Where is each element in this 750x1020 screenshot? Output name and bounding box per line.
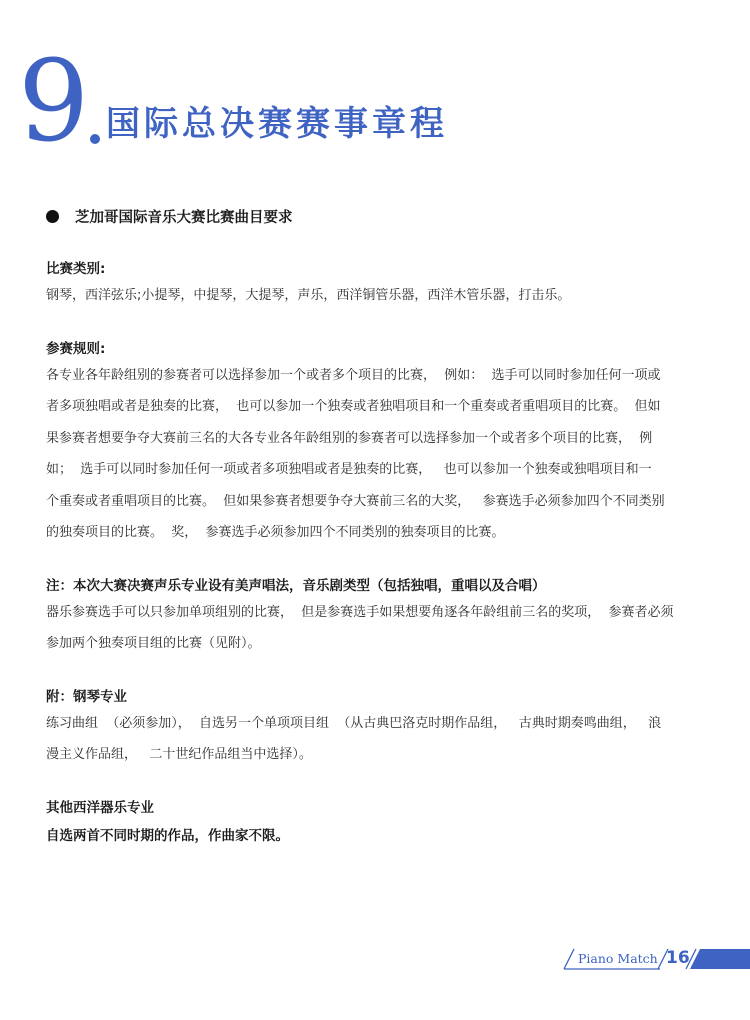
rules-line: 如； 选手可以同时参加任何一项或者多项独唱或者是独奏的比赛， 也可以参加一个独奏或独唱项目和一 [46, 462, 652, 477]
page-footer [560, 948, 750, 970]
section-number: 9 [18, 37, 88, 167]
rules-line: 果参赛者想要争夺大赛前三名的大各专业各年龄组别的参赛者可以选择参加一个或者多个项目的比赛， 例 [46, 430, 653, 446]
bullet-icon [46, 210, 59, 223]
categories-text: 钢琴，西洋弦乐;小提琴，中提琴，大提琴，声乐，西洋铜管乐器，西洋木管乐器，打击乐。 [46, 288, 571, 303]
page-header [18, 37, 718, 167]
appendix-line: 练习曲组 （必须参加）， 自选另一个单项项目组 （从古典巴洛克时期作品组， 古典时期奏鸣曲组， 浪 [46, 715, 662, 731]
other-text: 自选两首不同时期的作品，作曲家不限。 [46, 827, 289, 844]
rules-heading: 参赛规则: [46, 340, 106, 357]
rules-line: 个重奏或者重唱项目的比赛。 但如果参赛者想要争夺大赛前三名的大奖， 参赛选手必须参加四个不同类别 [46, 493, 665, 509]
page-title: 国际总决赛赛事章程 [106, 104, 448, 144]
note-line: 器乐参赛选手可以只参加单项组别的比赛， 但是参赛选手如果想要角逐各年龄组前三名的奖项， 参赛者必须 [46, 604, 674, 620]
appendix-line: 漫主义作品组， 二十世纪作品组当中选择）。 [46, 747, 312, 762]
rules-line: 者多项独唱或者是独奏的比赛， 也可以参加一个独奏或者独唱项目和一个重奏或者重唱项目的比赛。 但如 [46, 399, 661, 414]
main-content [46, 258, 676, 847]
rules-line: 的独奏项目的比赛。 奖， 参赛选手必须参加四个不同类别的独奏项目的比赛。 [46, 525, 505, 540]
note-line: 参加两个独奏项目组的比赛（见附）。 [46, 636, 261, 651]
section-number-dot [90, 134, 100, 144]
section-bullet-title: 芝加哥国际音乐大赛比赛曲目要求 [75, 210, 293, 226]
appendix-heading: 附：钢琴专业 [46, 688, 127, 705]
section-bullet-row [46, 206, 293, 227]
other-heading: 其他西洋器乐专业 [46, 799, 154, 816]
footer-label: Piano Match [578, 951, 658, 966]
rules-line: 各专业各年龄组别的参赛者可以选择参加一个或者多个项目的比赛， 例如： 选手可以同时参加任何一项或 [46, 367, 661, 383]
note-heading: 注：本次大赛决赛声乐专业设有美声唱法，音乐剧类型（包括独唱，重唱以及合唱） [46, 577, 546, 594]
page-number: 16 [666, 948, 690, 968]
categories-heading: 比赛类别: [46, 261, 106, 277]
